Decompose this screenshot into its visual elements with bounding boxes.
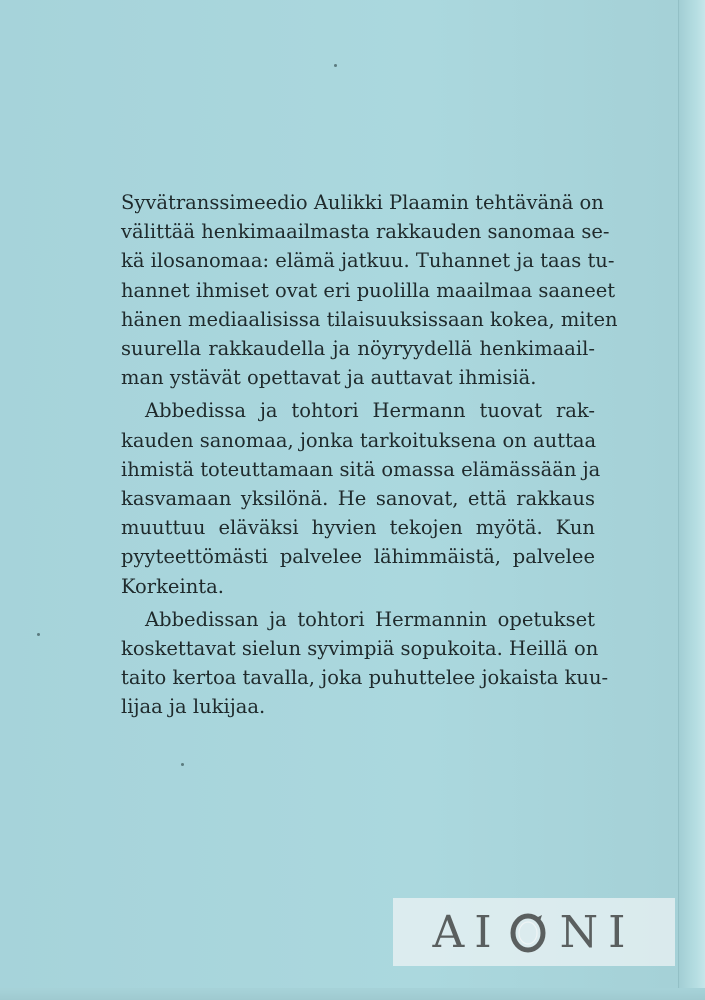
blurb-line: välittää henkimaailmasta rakkauden sanomaa se- <box>121 220 610 244</box>
blurb-line: koskettavat sielun syvimpiä sopukoita. Heillä on <box>121 637 599 661</box>
cover-bottom-edge <box>0 988 705 1000</box>
blurb-paragraph-2 <box>121 396 601 600</box>
blurb-line: ihmistä toteuttamaan sitä omassa elämässään ja <box>121 457 601 481</box>
blurb-line: pyyteettömästi palvelee lähimmäistä, palvelee <box>121 545 595 569</box>
blurb-line: lijaa ja lukijaa. <box>121 695 266 719</box>
blurb-line: taito kertoa tavalla, joka puhuttelee jokaista kuu- <box>121 666 609 690</box>
print-speck <box>37 633 40 636</box>
blurb-line: kä ilosanomaa: elämä jatkuu. Tuhannet ja taas tu- <box>121 249 615 273</box>
blurb-line: Abbedissan ja tohtori Hermannin opetukset <box>145 607 595 631</box>
blurb-line: kasvamaan yksilönä. He sanovat, että rakkaus <box>121 487 595 511</box>
print-speck <box>181 763 184 766</box>
watermark-text-right: NI <box>559 906 636 958</box>
blurb-line: kauden sanomaa, jonka tarkoituksena on auttaa <box>121 428 597 452</box>
aioni-watermark <box>393 898 675 966</box>
blurb-line: Syvätranssimeedio Aulikki Plaamin tehtävänä on <box>121 191 604 214</box>
cover-spine-edge <box>678 0 705 1000</box>
watermark-text-left: AI <box>432 906 502 958</box>
back-cover-blurb <box>121 188 618 726</box>
blurb-line: hänen mediaalisissa tilaisuuksissaan kokea, miten <box>121 307 618 331</box>
print-speck <box>334 64 337 67</box>
blurb-line: Abbedissa ja tohtori Hermann tuovat rak- <box>145 399 595 423</box>
blurb-line: muuttuu eläväksi hyvien tekojen myötä. Kun <box>121 516 595 540</box>
ouroboros-ring-icon <box>506 910 550 954</box>
blurb-line: hannet ihmiset ovat eri puolilla maailmaa saaneet <box>121 278 616 302</box>
blurb-paragraph-1 <box>121 188 618 392</box>
blurb-paragraph-3 <box>121 605 609 722</box>
blurb-line: suurella rakkaudella ja nöyryydellä henkimaail- <box>121 337 595 361</box>
watermark-logo <box>432 907 635 958</box>
blurb-line: Korkeinta. <box>121 574 224 598</box>
blurb-line: man ystävät opettavat ja auttavat ihmisiä. <box>121 366 537 390</box>
